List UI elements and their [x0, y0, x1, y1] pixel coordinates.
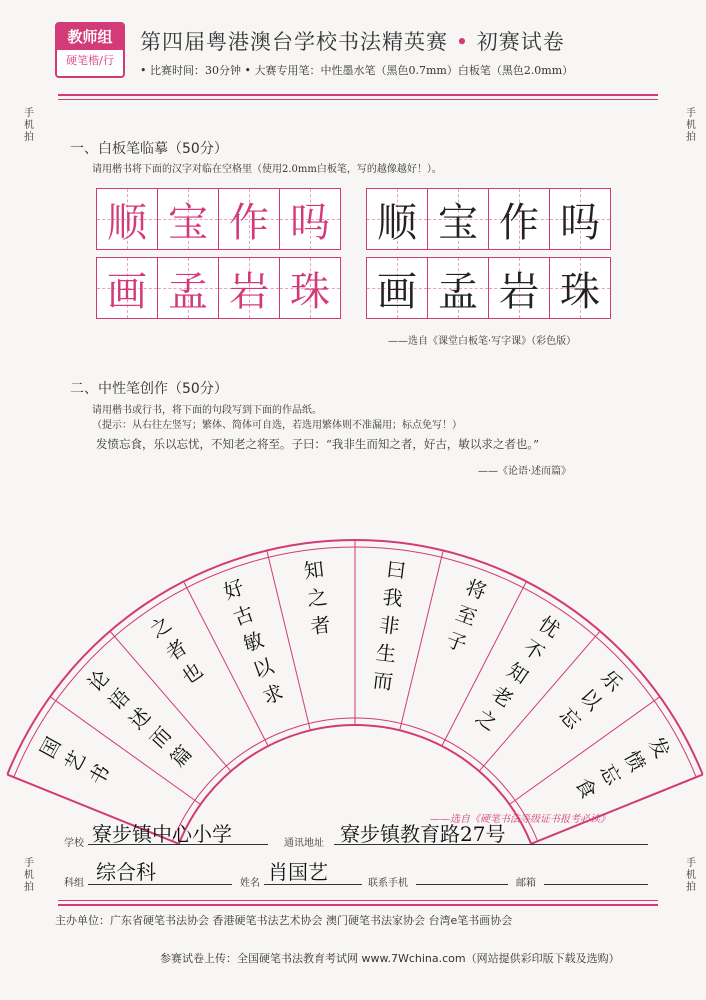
written-cell: 画: [366, 257, 428, 319]
fan-char: 之: [145, 611, 176, 643]
subject-field[interactable]: 综合科: [96, 860, 156, 884]
fan-char: 述: [124, 702, 156, 734]
bottom-divider: [58, 904, 658, 906]
school-label: 学校: [64, 838, 84, 849]
upload-info: 参赛试卷上传：全国硬笔书法教育考试网 www.7Wchina.com（网站提供彩印版下载及选购）: [160, 952, 620, 965]
fan-char: 语: [103, 684, 135, 716]
template-cell: 宝: [157, 188, 219, 250]
side-label-left-bottom: 手机拍: [24, 858, 34, 893]
template-cell: 顺: [96, 188, 158, 250]
section1-heading: 一、白板笔临摹（50分）: [70, 141, 228, 157]
fan-char: 忧: [534, 611, 565, 643]
template-cell: 孟: [157, 257, 219, 319]
top-divider: [58, 94, 658, 96]
written-cell: 孟: [427, 257, 489, 319]
top-divider-thin: [58, 99, 658, 100]
fan-char: 非: [378, 612, 401, 639]
fan-char: 子: [443, 627, 471, 657]
fan-char: 乐: [596, 665, 628, 697]
section2-quote-source: ——《论语·述而篇》: [478, 466, 572, 477]
badge-top: 教师组: [57, 24, 123, 50]
address-field[interactable]: 寮步镇教育路27号: [340, 822, 506, 846]
written-cell: 吗: [549, 188, 611, 250]
fan-char: 知: [302, 556, 326, 584]
section2-quote: 发愤忘食，乐以忘忧，不知老之将至。子曰：“我非生而知之者，好古，敏以求之者也。”: [96, 437, 540, 451]
written-cell: 作: [488, 188, 550, 250]
section1-instruction: 请用楷书将下面的汉字对临在空格里（使用2.0mm白板笔，写的越像越好！）。: [92, 164, 442, 175]
fan-char: 之: [471, 704, 502, 736]
fan-char: 好: [220, 574, 248, 605]
side-label-left-top: 手机拍: [24, 108, 34, 143]
fan-char: 忘: [554, 702, 586, 734]
template-cell: 珠: [279, 257, 341, 319]
fan-char: 篇: [165, 740, 197, 772]
subject-label: 科组: [64, 878, 84, 889]
fan-paper: [35, 520, 675, 803]
fan-char: 忘: [595, 760, 626, 790]
school-field[interactable]: 寮步镇中心小学: [92, 822, 232, 846]
fan-char: 国: [35, 733, 66, 763]
title-main: 第四届粤港澳台学校书法精英赛: [140, 30, 448, 54]
template-cell: 画: [96, 257, 158, 319]
group-badge: [55, 22, 125, 78]
section2-heading: 二、中性笔创作（50分）: [70, 381, 228, 397]
written-cell: 顺: [366, 188, 428, 250]
title-sub: 初赛试卷: [476, 30, 565, 54]
fan-char: 而: [371, 668, 395, 695]
fan-char: 不: [518, 634, 549, 666]
fan-char: 之: [305, 584, 329, 611]
written-cell: 珠: [549, 257, 611, 319]
side-label-right-bottom: 手机拍: [686, 858, 696, 893]
fan-char: 曰: [384, 556, 408, 584]
section2-instruction-2: （提示：从右往左竖写；繁体、简体可自选，若选用繁体则不准漏用；标点免写！）: [92, 420, 462, 431]
name-field[interactable]: 肖国艺: [268, 860, 328, 884]
page-title: [140, 26, 565, 56]
badge-bottom: 硬笔楷/行: [66, 54, 114, 67]
fan-char: 以: [575, 684, 607, 716]
fan-char: 我: [381, 584, 405, 611]
template-cell: 岩: [218, 257, 280, 319]
fan-char: 求: [259, 679, 287, 710]
email-field[interactable]: [544, 884, 648, 885]
side-label-right-top: 手机拍: [686, 108, 696, 143]
fan-char: 愤: [619, 746, 651, 776]
written-cell: 宝: [427, 188, 489, 250]
fan-char: 生: [374, 640, 398, 667]
bottom-divider-thin: [58, 900, 658, 901]
fan-char: 艺: [59, 746, 91, 776]
organizers: 主办单位：广东省硬笔书法协会 香港硬笔书法艺术协会 澳门硬笔书法家协会 台湾e笔书画协会: [55, 914, 513, 927]
fan-char: 将: [462, 574, 490, 605]
section2-instruction-1: 请用楷书或行书，将下面的句段写到下面的作品纸。: [92, 405, 322, 416]
fan-char: 论: [82, 665, 114, 697]
phone-field[interactable]: [416, 884, 508, 885]
written-row-1: [366, 188, 610, 250]
template-row-2: [96, 257, 340, 319]
fan-char: 老: [487, 681, 518, 713]
fan-char: 书: [84, 760, 115, 790]
template-cell: 吗: [279, 188, 341, 250]
fan-char: 至: [452, 600, 480, 631]
email-label: 邮箱: [516, 878, 536, 889]
template-row-1: [96, 188, 340, 250]
contest-info: • 比赛时间：30分钟 • 大赛专用笔：中性墨水笔（黑色0.7mm）白板笔（黑色2.0mm）: [140, 64, 574, 77]
fan-char: 者: [161, 634, 192, 666]
template-cell: 作: [218, 188, 280, 250]
phone-label: 联系手机: [368, 878, 408, 889]
fan-char: 而: [144, 721, 177, 753]
fan-char: 也: [176, 657, 207, 689]
written-row-2: [366, 257, 610, 319]
written-cell: 岩: [488, 257, 550, 319]
fan-char: 发: [644, 733, 675, 763]
name-label: 姓名: [240, 878, 260, 889]
fan-source: ——选自《硬笔书法等级证书报考必读》: [430, 814, 610, 825]
fan-char: 古: [230, 600, 258, 631]
fan-char: 知: [503, 657, 534, 689]
fan-char: 者: [309, 612, 332, 639]
title-dot: •: [455, 30, 470, 54]
fan-char: 以: [249, 653, 277, 683]
address-label: 通讯地址: [284, 838, 324, 849]
fan-char: 敏: [239, 627, 267, 657]
section1-source: ——选自《课堂白板笔·写字课》（彩色版）: [388, 336, 577, 347]
fan-char: 食: [570, 773, 602, 803]
